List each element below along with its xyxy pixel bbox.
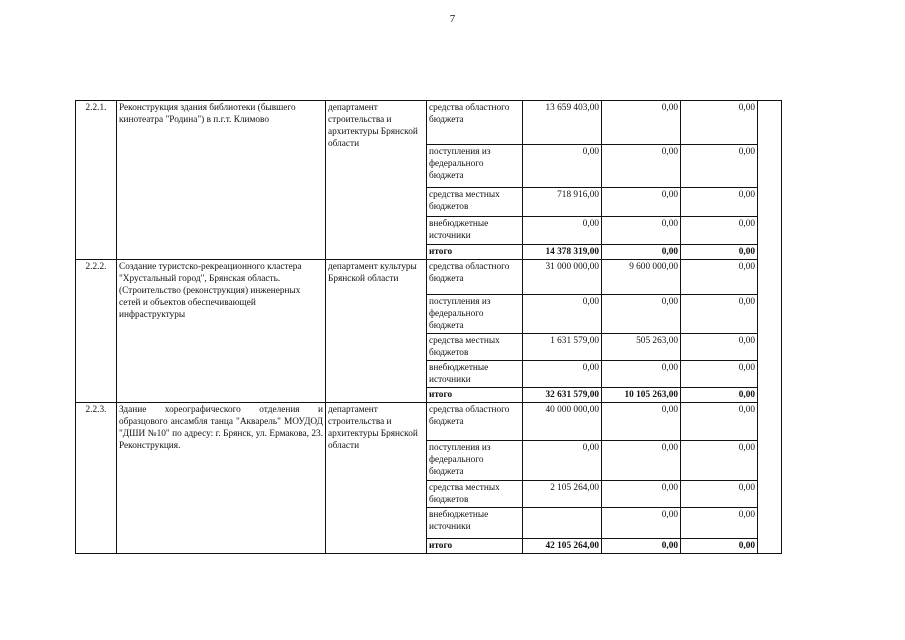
amount-cell: 0,00	[681, 388, 758, 403]
amount-cell: 0,00	[681, 145, 758, 188]
amount-cell: 505 263,00	[602, 334, 681, 361]
amount-cell: 0,00	[602, 481, 681, 508]
amount-cell: 0,00	[681, 334, 758, 361]
amount-cell: 0,00	[602, 539, 681, 554]
funding-source: средства областного бюджета	[427, 101, 523, 145]
funding-source: поступления из федерального бюджета	[427, 145, 523, 188]
project-name: Реконструкция здания библиотеки (бывшего кинотеатра "Родина") в п.г.т. Климово	[117, 101, 326, 260]
funding-source: внебюджетные источники	[427, 361, 523, 388]
amount-cell: 0,00	[602, 441, 681, 481]
table-row	[76, 260, 782, 295]
amount-cell: 0,00	[523, 361, 602, 388]
empty-column	[758, 101, 782, 554]
amount-cell: 14 378 319,00	[523, 245, 602, 260]
amount-cell: 0,00	[602, 188, 681, 217]
project-executor: департамент культуры Брянской области	[326, 260, 427, 403]
amount-cell	[523, 508, 602, 539]
project-name: Создание туристско-рекреационного кластера "Хрустальный город", Брянская область. (Строительство (реконструкция) инженерных сетей и объектов обеспечивающей инфраструктуры	[117, 260, 326, 403]
project-executor: департамент строительства и архитектуры Брянской области	[326, 403, 427, 554]
amount-cell: 0,00	[523, 217, 602, 245]
amount-cell: 0,00	[523, 145, 602, 188]
amount-cell: 0,00	[681, 361, 758, 388]
project-executor: департамент строительства и архитектуры Брянской области	[326, 101, 427, 260]
funding-source: итого	[427, 245, 523, 260]
funding-source: средства областного бюджета	[427, 403, 523, 441]
amount-cell: 40 000 000,00	[523, 403, 602, 441]
amount-cell: 0,00	[602, 101, 681, 145]
amount-cell: 0,00	[681, 539, 758, 554]
amount-cell: 0,00	[602, 295, 681, 334]
table-row	[76, 403, 782, 441]
amount-cell: 9 600 000,00	[602, 260, 681, 295]
amount-cell: 0,00	[681, 481, 758, 508]
amount-cell: 0,00	[681, 245, 758, 260]
amount-cell: 0,00	[681, 260, 758, 295]
project-name: Здание хореографического отделения и образцового ансамбля танца "Акварель" МОУДОД "ДШИ №10" по адресу: г. Брянск, ул. Ермакова, 23. Реконструкция.	[117, 403, 326, 554]
amount-cell: 32 631 579,00	[523, 388, 602, 403]
funding-source: средства местных бюджетов	[427, 188, 523, 217]
amount-cell: 0,00	[523, 441, 602, 481]
amount-cell: 0,00	[681, 295, 758, 334]
amount-cell: 42 105 264,00	[523, 539, 602, 554]
amount-cell: 13 659 403,00	[523, 101, 602, 145]
funding-source: поступления из федерального бюджета	[427, 295, 523, 334]
project-code: 2.2.1.	[76, 101, 117, 260]
amount-cell: 0,00	[681, 403, 758, 441]
funding-source: поступления из федерального бюджета	[427, 441, 523, 481]
funding-source: итого	[427, 388, 523, 403]
amount-cell: 2 105 264,00	[523, 481, 602, 508]
amount-cell: 0,00	[681, 441, 758, 481]
funding-source: внебюджетные источники	[427, 217, 523, 245]
amount-cell: 31 000 000,00	[523, 260, 602, 295]
funding-source: средства местных бюджетов	[427, 334, 523, 361]
amount-cell: 0,00	[602, 145, 681, 188]
project-code: 2.2.3.	[76, 403, 117, 554]
amount-cell: 0,00	[681, 508, 758, 539]
amount-cell: 0,00	[523, 295, 602, 334]
amount-cell: 1 631 579,00	[523, 334, 602, 361]
funding-source: внебюджетные источники	[427, 508, 523, 539]
amount-cell: 0,00	[602, 403, 681, 441]
page-number: 7	[449, 13, 456, 25]
amount-cell: 0,00	[602, 245, 681, 260]
funding-source: итого	[427, 539, 523, 554]
amount-cell: 0,00	[681, 101, 758, 145]
amount-cell: 10 105 263,00	[602, 388, 681, 403]
amount-cell: 0,00	[681, 217, 758, 245]
funding-source: средства местных бюджетов	[427, 481, 523, 508]
amount-cell: 0,00	[602, 361, 681, 388]
amount-cell: 0,00	[602, 217, 681, 245]
funding-source: средства областного бюджета	[427, 260, 523, 295]
amount-cell: 0,00	[681, 188, 758, 217]
table-row	[76, 101, 782, 145]
budget-table	[75, 100, 782, 554]
amount-cell: 0,00	[602, 508, 681, 539]
amount-cell: 718 916,00	[523, 188, 602, 217]
project-code: 2.2.2.	[76, 260, 117, 403]
